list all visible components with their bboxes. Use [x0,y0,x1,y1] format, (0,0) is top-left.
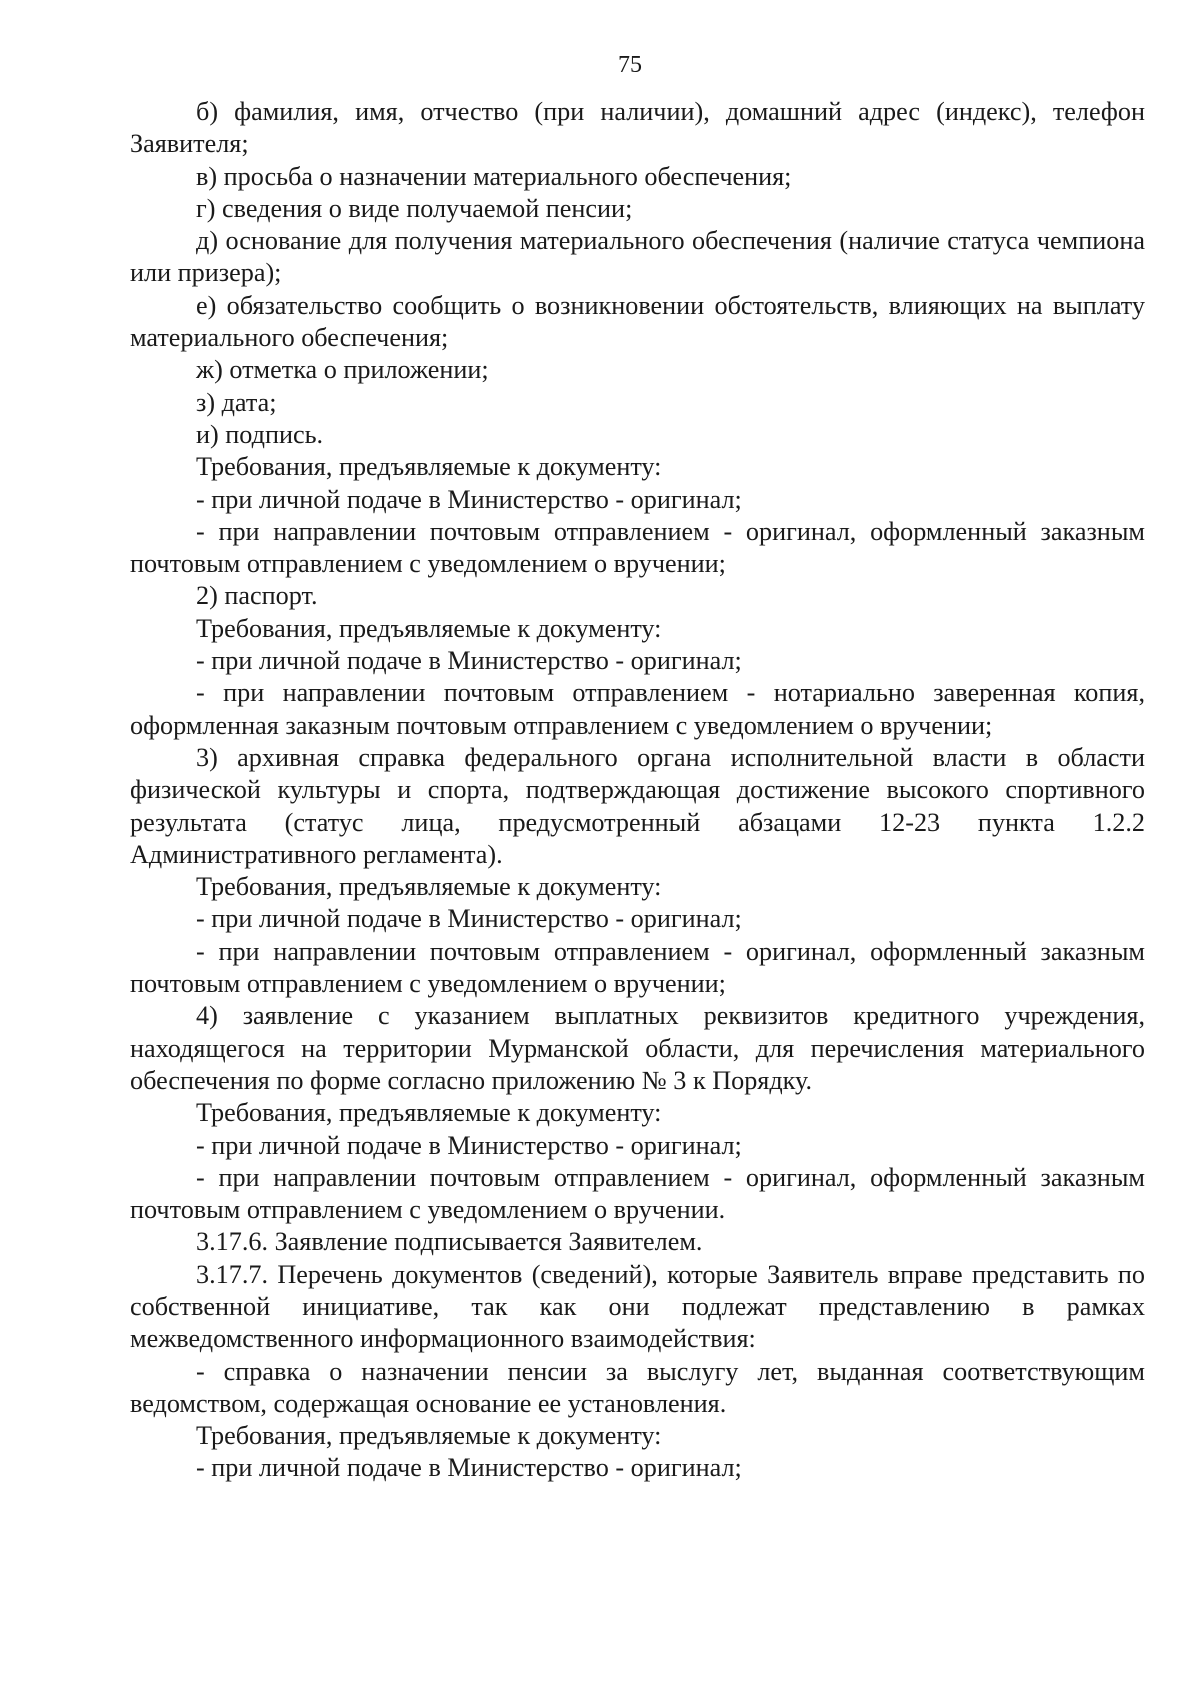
paragraph: - при личной подаче в Министерство - оригинал; [196,1453,742,1483]
paragraph: д) основание для получения материального обеспечения (наличие статуса чемпиона или призера); [130,226,1145,288]
paragraph: - при направлении почтовым отправлением - оригинал, оформленный заказным почтовым отправлением с уведомлением о вручении; [130,936,1145,999]
paragraph: и) подпись. [196,419,324,449]
page-number: 75 [618,52,642,78]
paragraph: - при личной подаче в Министерство - оригинал; [196,1130,742,1160]
paragraph: 3.17.7. Перечень документов (сведений), которые Заявитель вправе представить по собственной инициативе, так как они подлежат представлению в рамках межведомственного информационного взаимодействия: [130,1259,1145,1354]
paragraph: Требования, предъявляемые к документу: [196,1421,662,1451]
paragraph: ж) отметка о приложении; [196,355,489,385]
document-body [130,96,1145,1485]
paragraph: - при личной подаче в Министерство - оригинал; [196,904,742,934]
paragraph: - справка о назначении пенсии за выслугу лет, выданная соответствующим ведомством, содержащая основание ее установления. [130,1356,1145,1418]
paragraph: 3.17.6. Заявление подписывается Заявителем. [196,1227,703,1257]
paragraph: - при личной подаче в Министерство - оригинал; [196,484,742,514]
paragraph: - при направлении почтовым отправлением - нотариально заверенная копия, оформленная заказным почтовым отправлением с уведомлением о вручении; [130,678,1145,740]
paragraph: Требования, предъявляемые к документу: [196,872,662,902]
paragraph: - при личной подаче в Министерство - оригинал; [196,646,742,676]
paragraph: г) сведения о виде получаемой пенсии; [196,193,633,223]
paragraph: Требования, предъявляемые к документу: [196,452,662,482]
paragraph: з) дата; [196,387,277,417]
paragraph: 4) заявление с указанием выплатных реквизитов кредитного учреждения, находящегося на территории Мурманской области, для перечисления материального обеспечения по форме согласно приложению № 3 к Порядку. [130,1001,1145,1095]
paragraph: - при направлении почтовым отправлением - оригинал, оформленный заказным почтовым отправлением с уведомлением о вручении. [130,1162,1145,1225]
paragraph: в) просьба о назначении материального обеспечения; [196,161,792,191]
paragraph: 3) архивная справка федерального органа исполнительной власти в области физической культуры и спорта, подтверждающая достижение высокого спортивного результата (статус лица, предусмотренный абзацами 12-23 пункта 1.2.2 Административного регламента). [130,742,1145,869]
paragraph: 2) паспорт. [196,581,318,611]
paragraph: Требования, предъявляемые к документу: [196,613,662,643]
paragraph: б) фамилия, имя, отчество (при наличии), домашний адрес (индекс), телефон Заявителя; [130,97,1145,159]
paragraph: е) обязательство сообщить о возникновении обстоятельств, влияющих на выплату материального обеспечения; [130,290,1145,353]
paragraph: Требования, предъявляемые к документу: [196,1098,662,1128]
paragraph: - при направлении почтовым отправлением - оригинал, оформленный заказным почтовым отправлением с уведомлением о вручении; [130,516,1145,579]
